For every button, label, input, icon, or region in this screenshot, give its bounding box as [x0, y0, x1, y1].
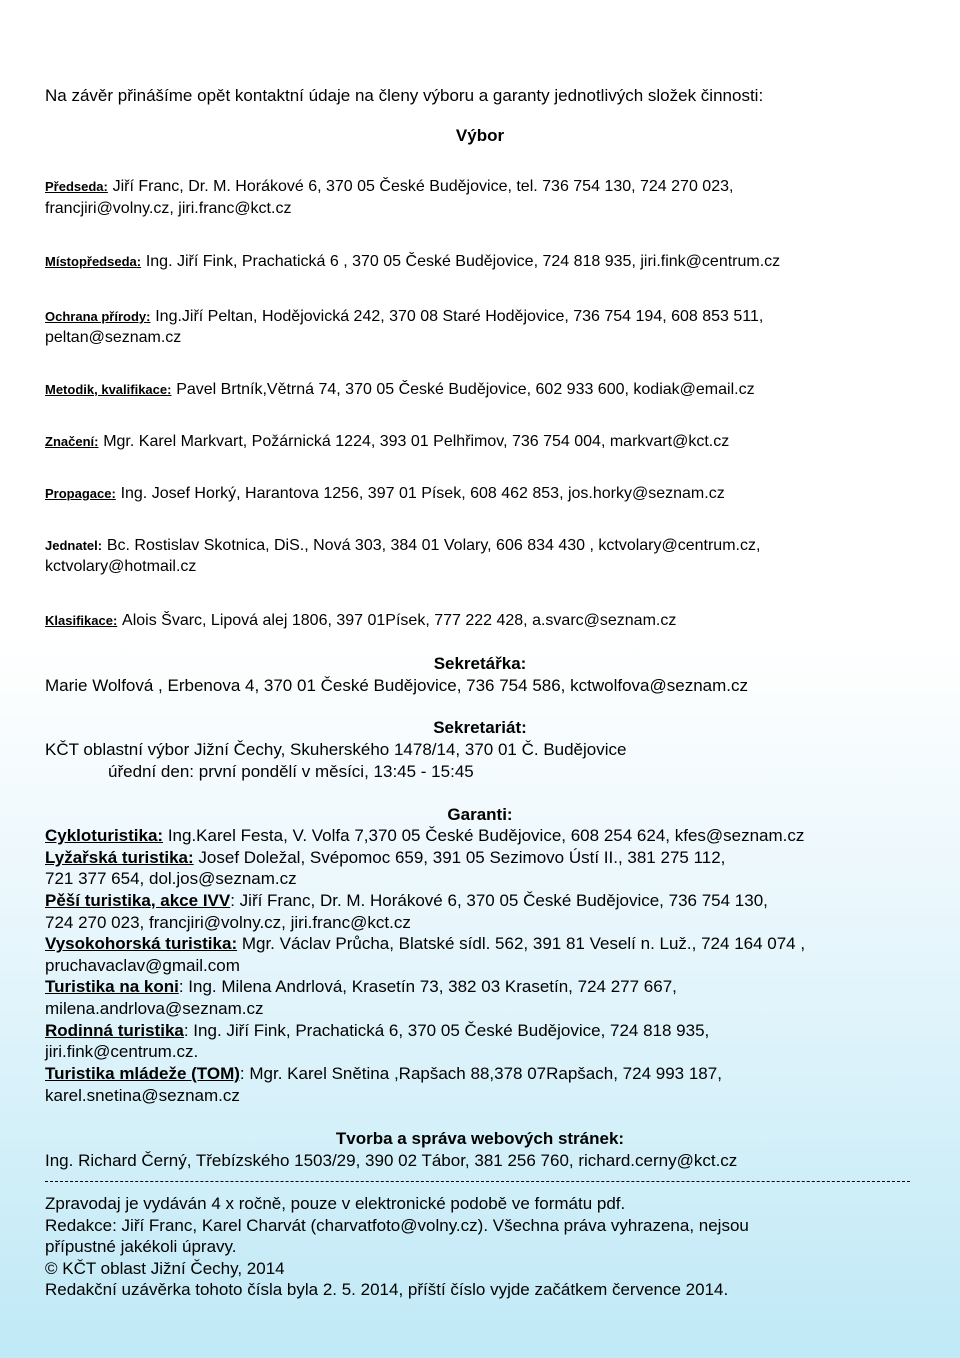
guarantor-label: Turistika mládeže (TOM)	[45, 1064, 240, 1083]
member-detail: Bc. Rostislav Skotnica, DiS., Nová 303, 384 01 Volary, 606 834 430 , kctvolary@centrum.cz,	[106, 537, 761, 554]
member-label: Předseda	[45, 179, 104, 194]
member-label: Propagace	[45, 486, 112, 501]
guarantor-detail: Ing.Karel Festa, V. Volfa 7,370 05 České Budějovice, 608 254 624, kfes@seznam.cz	[167, 826, 805, 845]
member-detail: Pavel Brtník,Větrná 74, 370 05 České Budějovice, 602 933 600, kodiak@email.cz	[176, 381, 755, 398]
committee-heading: Výbor	[455, 126, 505, 145]
member-detail: Mgr. Karel Markvart, Požárnická 1224, 393 01 Pelhřimov, 736 754 004, markvart@kct.cz	[103, 433, 730, 450]
member-detail: peltan@seznam.cz	[45, 329, 182, 346]
guarantor-cycling	[45, 826, 804, 846]
guarantor-hiking	[45, 891, 768, 911]
footer-copyright: © KČT oblast Jižní Čechy, 2014	[45, 1259, 285, 1278]
guarantor-detail: karel.snetina@seznam.cz	[45, 1086, 240, 1105]
guarantor-detail: : Jiří Franc, Dr. M. Horákové 6, 370 05 České Budějovice, 736 754 130,	[230, 891, 768, 910]
guarantor-detail: pruchavaclav@gmail.com	[45, 956, 240, 975]
member-detail: Ing. Josef Horký, Harantova 1256, 397 01 Písek, 608 462 853, jos.horky@seznam.cz	[120, 485, 725, 502]
footer-line: Redakční uzávěrka tohoto čísla byla 2. 5. 2014, příští číslo vyjde začátkem července 2014.	[45, 1280, 729, 1299]
member-label: Klasifikace	[45, 613, 113, 628]
guarantor-detail: milena.andrlova@seznam.cz	[45, 999, 264, 1018]
secretariat-address: KČT oblastní výbor Jižní Čechy, Skuherského 1478/14, 370 01 Č. Budějovice	[45, 740, 627, 759]
guarantor-detail: : Ing. Jiří Fink, Prachatická 6, 370 05 České Budějovice, 724 818 935,	[183, 1021, 710, 1040]
secretary-heading: Sekretářka:	[433, 654, 527, 673]
secretariat-hours: úřední den: první pondělí v měsíci, 13:45 - 15:45	[108, 762, 474, 781]
guarantors-heading: Garanti:	[447, 805, 513, 824]
guarantor-detail: 721 377 654, dol.jos@seznam.cz	[45, 869, 297, 888]
guarantor-detail: jiri.fink@centrum.cz.	[45, 1042, 199, 1061]
footer-line: Zpravodaj je vydáván 4 x ročně, pouze v elektronické podobě ve formátu pdf.	[45, 1194, 626, 1213]
guarantor-label: Cykloturistika:	[45, 826, 164, 845]
guarantor-label: Vysokohorská turistika:	[45, 934, 238, 953]
secretary-text: Marie Wolfová , Erbenova 4, 370 01 České Budějovice, 736 754 586, kctwolfova@seznam.cz	[45, 676, 748, 695]
guarantor-detail: : Ing. Milena Andrlová, Krasetín 73, 382 03 Krasetín, 724 277 667,	[178, 977, 677, 996]
guarantor-mountain	[45, 934, 805, 954]
guarantor-detail: Josef Doležal, Svépomoc 659, 391 05 Sezimovo Ústí II., 381 275 112,	[198, 848, 726, 867]
member-marking: Značení: Mgr. Karel Markvart, Požárnická 1224, 393 01 Pelhřimov, 736 754 004, markvart@kct.cz	[45, 433, 730, 450]
member-detail: kctvolary@hotmail.cz	[45, 558, 197, 575]
member-detail: Alois Švarc, Lipová alej 1806, 397 01Písek, 777 222 428, a.svarc@seznam.cz	[122, 612, 677, 629]
guarantor-detail: Mgr. Václav Průcha, Blatské sídl. 562, 391 81 Veselí n. Luž., 724 164 074 ,	[241, 934, 806, 953]
web-heading: Tvorba a správa webových stránek:	[335, 1129, 625, 1148]
footer-line: Redakce: Jiří Franc, Karel Charvát (charvatfoto@volny.cz). Všechna práva vyhrazena, nejsou	[45, 1216, 749, 1235]
member-executive: Jednatel: Bc. Rostislav Skotnica, DiS., Nová 303, 384 01 Volary, 606 834 430 , kctvolary@centrum.cz,	[45, 537, 761, 554]
member-chair: Předseda: Jiří Franc, Dr. M. Horákové 6, 370 05 České Budějovice, tel. 736 754 130, 724 270 023,	[45, 178, 734, 195]
member-detail: francjiri@volny.cz, jiri.franc@kct.cz	[45, 200, 292, 217]
guarantor-skiing	[45, 848, 725, 868]
guarantor-label: Rodinná turistika	[45, 1021, 184, 1040]
member-detail: Ing.Jiří Peltan, Hodějovická 242, 370 08 Staré Hodějovice, 736 754 194, 608 853 511,	[155, 308, 764, 325]
member-methodologist: Metodik, kvalifikace: Pavel Brtník,Větrná 74, 370 05 České Budějovice, 602 933 600, kodiak@email.cz	[45, 381, 755, 398]
member-promotion: Propagace: Ing. Josef Horký, Harantova 1256, 397 01 Písek, 608 462 853, jos.horky@seznam.cz	[45, 485, 725, 502]
member-label: Jednatel	[45, 538, 98, 553]
web-admin-text: Ing. Richard Černý, Třebízského 1503/29, 390 02 Tábor, 381 256 760, richard.cerny@kct.cz	[45, 1151, 738, 1170]
member-label: Místopředseda	[45, 254, 137, 269]
guarantor-detail: 724 270 023, francjiri@volny.cz, jiri.franc@kct.cz	[45, 913, 411, 932]
member-label: Značení	[45, 434, 95, 449]
member-label: Ochrana přírody	[45, 309, 147, 324]
dashed-divider	[45, 1181, 910, 1182]
guarantor-youth	[45, 1064, 722, 1084]
member-classification: Klasifikace: Alois Švarc, Lipová alej 1806, 397 01Písek, 777 222 428, a.svarc@seznam.cz	[45, 612, 677, 629]
member-detail: Ing. Jiří Fink, Prachatická 6 , 370 05 České Budějovice, 724 818 935, jiri.fink@centrum.cz	[145, 253, 781, 270]
guarantor-horse	[45, 977, 677, 997]
footer-line: přípustné jakékoli úpravy.	[45, 1237, 237, 1256]
guarantor-label: Pěší turistika, akce IVV	[45, 891, 231, 910]
guarantor-label: Lyžařská turistika:	[45, 848, 194, 867]
member-nature-protection: Ochrana přírody: Ing.Jiří Peltan, Hodějovická 242, 370 08 Staré Hodějovice, 736 754 194, 608 853 511,	[45, 308, 764, 325]
guarantor-detail: : Mgr. Karel Snětina ,Rapšach 88,378 07Rapšach, 724 993 187,	[239, 1064, 722, 1083]
secretariat-heading: Sekretariát:	[433, 718, 527, 737]
guarantor-label: Turistika na koni	[45, 977, 179, 996]
guarantor-family	[45, 1021, 709, 1041]
member-label: Metodik, kvalifikace	[45, 382, 168, 397]
member-detail: Jiří Franc, Dr. M. Horákové 6, 370 05 České Budějovice, tel. 736 754 130, 724 270 023,	[112, 178, 734, 195]
intro-text: Na závěr přinášíme opět kontaktní údaje na členy výboru a garanty jednotlivých složek činnosti:	[45, 86, 764, 105]
member-vice-chair: Místopředseda: Ing. Jiří Fink, Prachatická 6 , 370 05 České Budějovice, 724 818 935, jiri.fink@centrum.cz	[45, 253, 781, 270]
